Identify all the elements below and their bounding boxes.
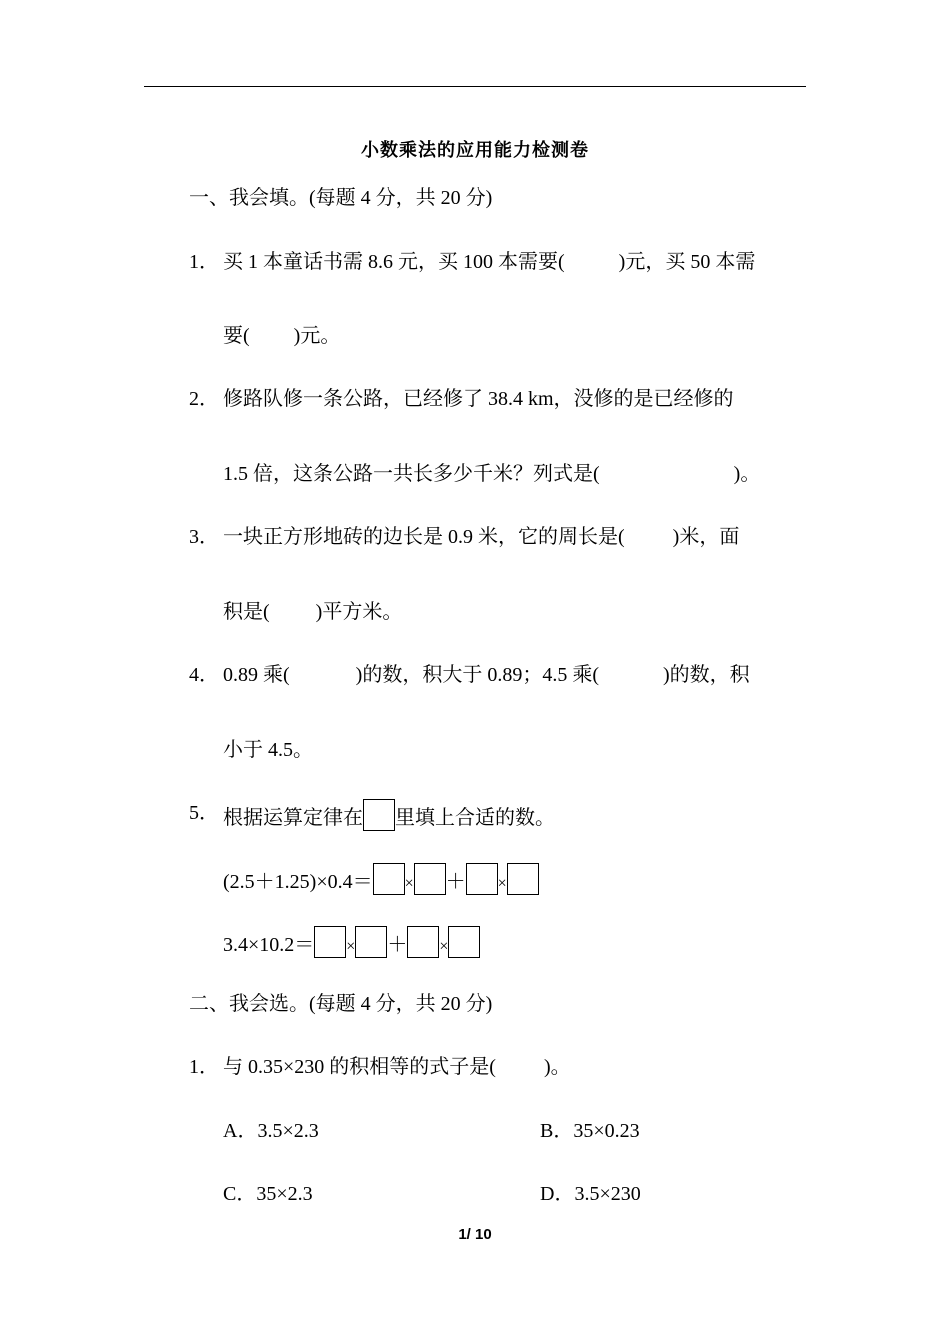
plus-sign: ＋	[387, 934, 408, 956]
times-sign: ×	[404, 875, 414, 892]
q5-expr2-box-4[interactable]	[448, 926, 480, 958]
q4-line2: 小于 4.5。	[223, 739, 313, 761]
s2-q1-text-a: 与 0.35×230 的积相等的式子是(	[223, 1056, 496, 1078]
times-sign: ×	[346, 938, 356, 955]
q3-line2	[223, 598, 402, 626]
q1-text-a: 买 1 本童话书需 8.6 元，买 100 本需要(	[223, 251, 565, 273]
q5-text-a: 根据运算定律在	[223, 807, 363, 829]
q2-line2	[223, 460, 760, 488]
q2-text-b: 1.5 倍，这条公路一共长多少千米？列式是(	[223, 463, 600, 485]
option-b[interactable]: B．35×0.23	[540, 1120, 640, 1142]
q3-text-d: )平方米。	[315, 601, 403, 623]
q1-text-d: )元。	[293, 325, 341, 347]
option-c[interactable]: C．35×2.3	[223, 1183, 313, 1205]
q3-line1	[223, 523, 739, 551]
q5-expr1-box-4[interactable]	[507, 863, 539, 895]
option-d[interactable]: D．3.5×230	[540, 1183, 641, 1205]
q1-text-b: )元，买 50 本需	[618, 251, 756, 273]
s2-q1-text-b: )。	[543, 1056, 571, 1078]
q1-line1	[223, 248, 755, 276]
q1-text-c: 要(	[223, 325, 250, 347]
q4-text-a: 0.89 乘(	[223, 664, 290, 686]
q5-expr2	[223, 926, 480, 961]
q5-expr1-box-2[interactable]	[414, 863, 446, 895]
section2-heading: 二、我会选。(每题 4 分，共 20 分)	[189, 993, 493, 1015]
q5-number: 5．	[189, 802, 219, 824]
q5-text-b: 里填上合适的数。	[395, 807, 555, 829]
q2-text-c: )。	[733, 463, 761, 485]
q5-expr1-box-1[interactable]	[373, 863, 405, 895]
q3-text-a: 一块正方形地砖的边长是 0.9 米，它的周长是(	[223, 526, 625, 548]
q4-text-c: )的数，积	[663, 664, 750, 686]
q5-expr1-box-3[interactable]	[466, 863, 498, 895]
page-title: 小数乘法的应用能力检测卷	[361, 140, 589, 160]
q3-text-b: )米，面	[672, 526, 740, 548]
q4-line1	[223, 661, 750, 689]
q5-line1	[223, 799, 555, 832]
q1-line2	[223, 322, 340, 350]
q5-expr2-box-1[interactable]	[314, 926, 346, 958]
plus-sign: ＋	[445, 871, 466, 893]
page-number: 1/ 10	[458, 1226, 492, 1243]
q4-number: 4．	[189, 664, 219, 686]
q2-number: 2．	[189, 388, 219, 410]
times-sign: ×	[439, 938, 449, 955]
q5-expr2-text: 3.4×10.2＝	[223, 934, 315, 956]
q2-line1: 修路队修一条公路，已经修了 38.4 km，没修的是已经修的	[223, 388, 734, 410]
q5-expr1	[223, 863, 539, 898]
header-rule	[144, 86, 806, 87]
section1-heading: 一、我会填。(每题 4 分，共 20 分)	[189, 187, 493, 209]
times-sign: ×	[497, 875, 507, 892]
q5-expr2-box-2[interactable]	[355, 926, 387, 958]
q5-expr2-box-3[interactable]	[407, 926, 439, 958]
q5-expr1-text: (2.5＋1.25)×0.4＝	[223, 871, 373, 893]
q4-text-b: )的数，积大于 0.89；4.5 乘(	[355, 664, 599, 686]
q1-number: 1．	[189, 251, 219, 273]
q5-sample-box	[363, 799, 395, 831]
q3-text-c: 积是(	[223, 601, 270, 623]
option-a[interactable]: A．3.5×2.3	[223, 1120, 319, 1142]
q3-number: 3．	[189, 526, 219, 548]
s2-q1-line	[223, 1053, 571, 1081]
s2-q1-number: 1．	[189, 1056, 219, 1078]
